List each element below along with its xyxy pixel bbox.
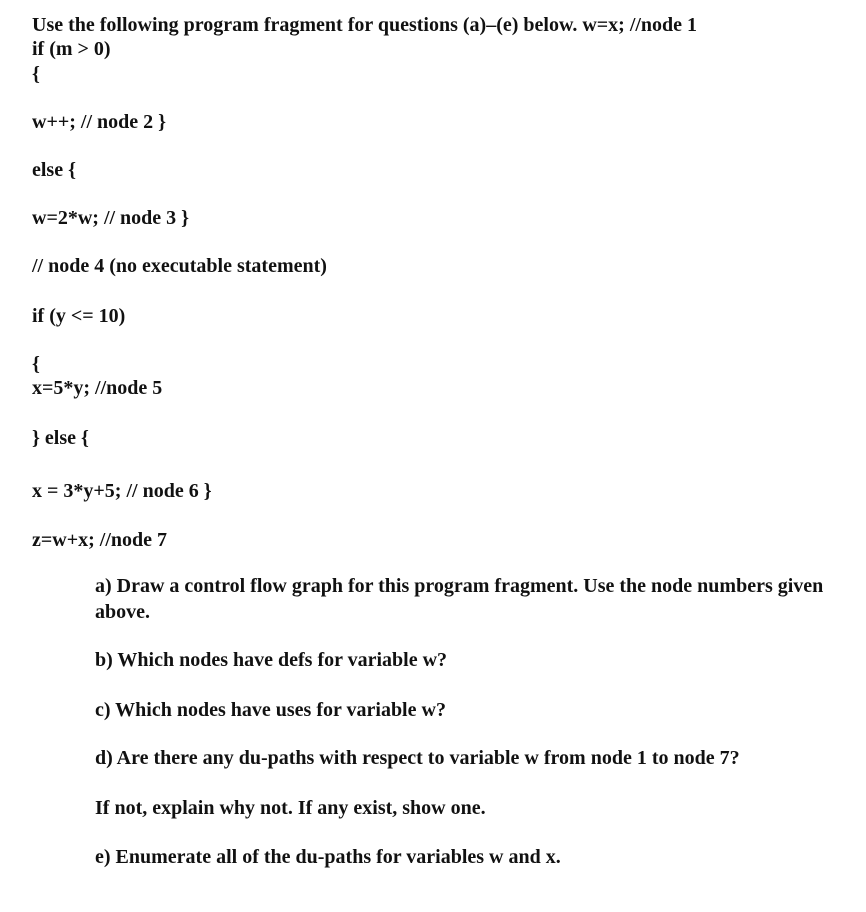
code-line-else-2: } else { bbox=[32, 427, 89, 449]
code-line-node-7: z=w+x; //node 7 bbox=[32, 529, 168, 551]
code-line-node-4: // node 4 (no executable statement) bbox=[32, 255, 327, 277]
question-e: e) Enumerate all of the du-paths for variables w and x. bbox=[95, 846, 561, 868]
code-line-open-brace-2: { bbox=[32, 353, 40, 375]
code-line-node-5: x=5*y; //node 5 bbox=[32, 377, 163, 399]
question-c: c) Which nodes have uses for variable w? bbox=[95, 699, 446, 721]
code-line-node-2: w++; // node 2 } bbox=[32, 111, 167, 133]
code-line-node-3: w=2*w; // node 3 } bbox=[32, 207, 190, 229]
code-line-else: else { bbox=[32, 159, 76, 181]
code-line-open-brace: { bbox=[32, 63, 40, 85]
question-a: a) Draw a control flow graph for this program fragment. Use the node numbers given above. bbox=[95, 575, 824, 623]
code-line-if-y: if (y <= 10) bbox=[32, 305, 126, 327]
code-line-node-6: x = 3*y+5; // node 6 } bbox=[32, 480, 212, 502]
question-d-followup: If not, explain why not. If any exist, show one. bbox=[95, 797, 486, 819]
code-line-if-m: if (m > 0) bbox=[32, 38, 111, 60]
question-d: d) Are there any du-paths with respect to variable w from node 1 to node 7? bbox=[95, 747, 740, 769]
question-b: b) Which nodes have defs for variable w? bbox=[95, 649, 448, 671]
intro-line: Use the following program fragment for questions (a)–(e) below. w=x; //node 1 bbox=[32, 14, 698, 36]
